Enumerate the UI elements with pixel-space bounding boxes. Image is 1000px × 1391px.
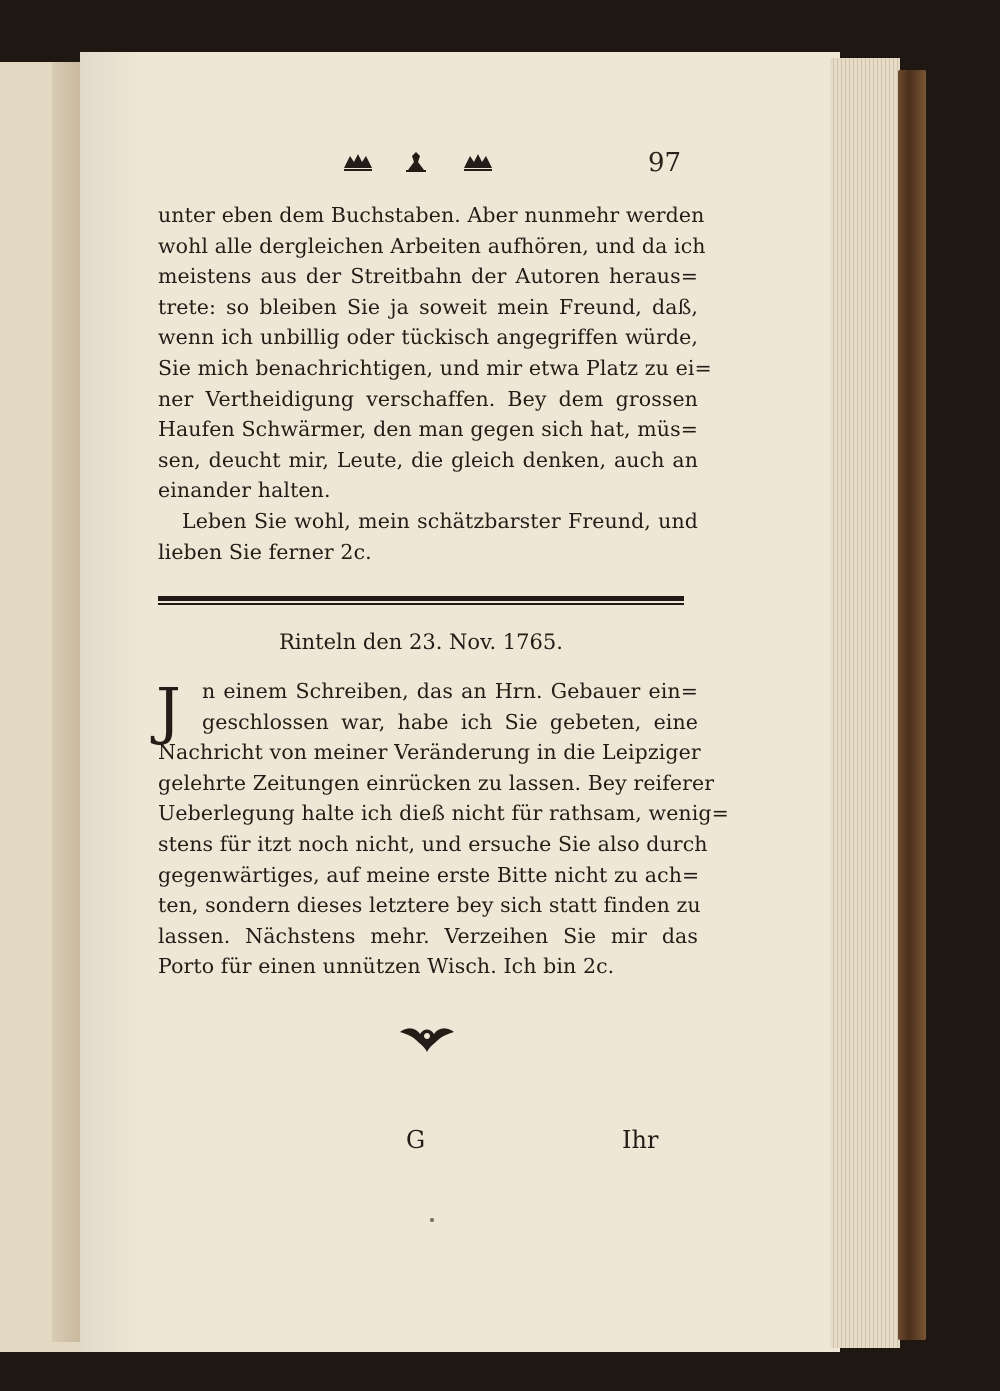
text-line: gelehrte Zeitungen einrücken zu lassen. Bey reiferer	[158, 770, 715, 795]
text-line: wenn ich unbillig oder tückisch angegriffen würde,	[158, 325, 698, 350]
divider-thin-line	[158, 603, 684, 605]
text-line: Nachricht von meiner Veränderung in die Leipziger	[158, 740, 701, 765]
text-line: einander halten.	[158, 478, 331, 503]
text-line: Ueberlegung halte ich dieß nicht für rathsam, wenig=	[158, 801, 729, 826]
section-divider-rule	[158, 596, 684, 605]
text-line: unter eben dem Buchstaben. Aber nunmehr werden	[158, 203, 705, 227]
paper-speck	[430, 1218, 434, 1222]
letter-body-2	[158, 676, 729, 982]
text-line: gegenwärtiges, auf meine erste Bitte nicht zu ach=	[158, 862, 700, 887]
divider-thick-line	[158, 596, 684, 601]
drop-cap: J	[156, 674, 181, 747]
text-line: trete: so bleiben Sie ja soweit mein Freund, daß,	[158, 294, 698, 319]
closing-line: lieben Sie ferner 2c.	[158, 539, 372, 564]
page-number: 97	[648, 148, 682, 178]
text-line: lassen. Nächstens mehr. Verzeihen Sie mir das	[158, 923, 698, 948]
letter-dateline: Rinteln den 23. Nov. 1765.	[279, 630, 563, 654]
text-line: Haufen Schwärmer, den man gegen sich hat, müs=	[158, 417, 698, 442]
floral-fleuron-ornament-icon	[398, 1024, 456, 1054]
text-line: ten, sondern dieses letztere bey sich statt finden zu	[158, 893, 701, 918]
book-cover-edge	[898, 70, 926, 1340]
letter-body-1	[158, 200, 712, 567]
text-line: n einem Schreiben, das an Hrn. Gebauer ein=	[202, 679, 698, 703]
gutter-shadow	[52, 62, 80, 1342]
crown-fleuron-ornament-icon	[342, 148, 497, 174]
catchword: Ihr	[622, 1126, 659, 1154]
closing-line: Leben Sie wohl, mein schätzbarster Freund, und	[182, 508, 698, 533]
text-line: wohl alle dergleichen Arbeiten aufhören, und da ich	[158, 233, 706, 258]
text-line: sen, deucht mir, Leute, die gleich denken, auch an	[158, 447, 698, 472]
text-line: geschlossen war, habe ich Sie gebeten, eine	[202, 709, 698, 734]
text-line: meistens aus der Streitbahn der Autoren heraus=	[158, 264, 698, 289]
text-line: ner Vertheidigung verschaffen. Bey dem grossen	[158, 386, 698, 411]
text-line: Sie mich benachrichtigen, und mir etwa Platz zu ei=	[158, 355, 712, 380]
text-line: Porto für einen unnützen Wisch. Ich bin 2c.	[158, 954, 615, 979]
signature-mark: G	[406, 1126, 426, 1154]
page-block-edges	[830, 58, 900, 1348]
text-line: stens für itzt noch nicht, und ersuche Sie also durch	[158, 831, 708, 856]
